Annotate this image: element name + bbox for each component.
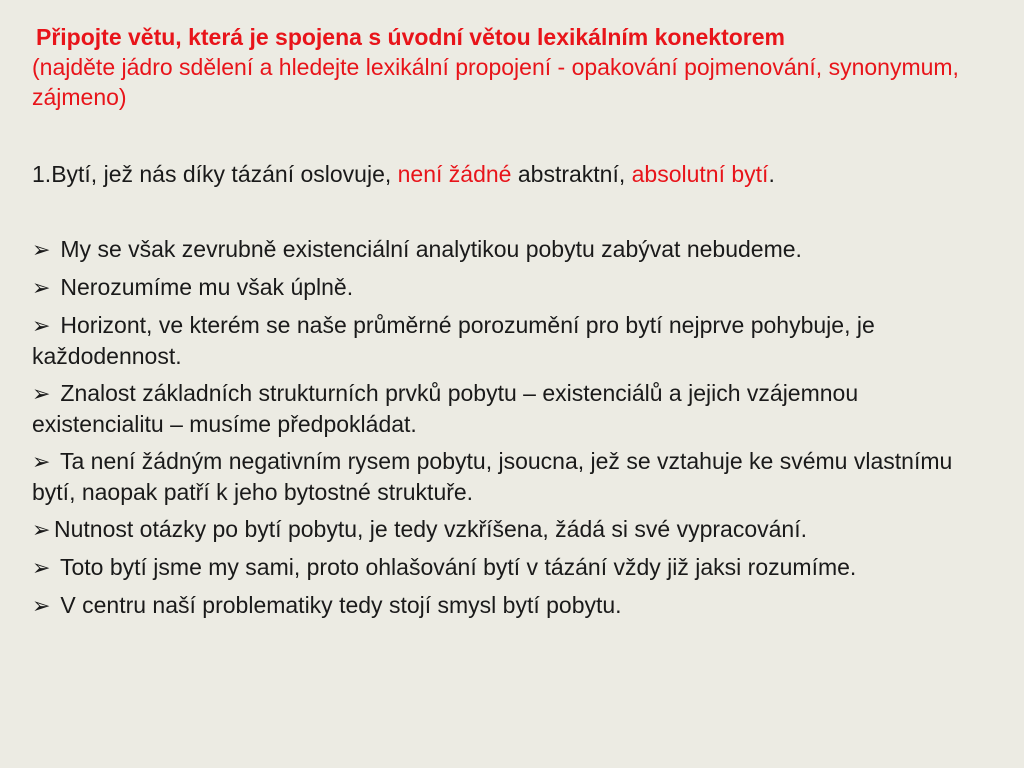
- task-instruction: [32, 22, 992, 112]
- example-sentence: [32, 159, 992, 189]
- example-highlight-2: absolutní bytí: [631, 161, 769, 187]
- arrow-bullet-icon: ➢: [32, 449, 51, 474]
- arrow-bullet-icon: ➢: [32, 313, 51, 338]
- example-number: 1.: [32, 161, 52, 187]
- task-heading: Připojte větu, která je spojena s úvodní větou lexikálním konektorem: [36, 24, 786, 50]
- example-text-3: .: [768, 161, 775, 187]
- option-list: [32, 234, 992, 628]
- option-item: [32, 310, 992, 371]
- option-text: Nerozumíme mu však úplně.: [54, 274, 354, 300]
- arrow-bullet-icon: ➢: [32, 555, 51, 580]
- arrow-bullet-icon: ➢: [32, 275, 51, 300]
- option-item: [32, 552, 992, 583]
- example-text-1: Bytí, jež nás díky tázání oslovuje,: [51, 161, 398, 187]
- option-text: My se však zevrubně existenciální analytikou pobytu zabývat nebudeme.: [54, 236, 802, 262]
- option-item: [32, 378, 992, 439]
- task-hint: (najděte jádro sdělení a hledejte lexikální propojení - opakování pojmenování, synonymum, zájmeno): [32, 54, 959, 110]
- example-highlight-1: není žádné: [397, 161, 512, 187]
- arrow-bullet-icon: ➢: [32, 593, 51, 618]
- option-text: Znalost základních strukturních prvků pobytu – existenciálů a jejich vzájemnou existencialitu – musíme předpokládat.: [32, 380, 859, 437]
- option-item: [32, 590, 992, 621]
- example-text-2: abstraktní,: [511, 161, 632, 187]
- option-item: [32, 272, 992, 303]
- option-text: V centru naší problematiky tedy stojí smysl bytí pobytu.: [54, 592, 622, 618]
- option-text: Toto bytí jsme my sami, proto ohlašování bytí v tázání vždy již jaksi rozumíme.: [54, 554, 857, 580]
- arrow-bullet-icon: ➢: [32, 381, 51, 406]
- option-text: Nutnost otázky po bytí pobytu, je tedy vzkříšena, žádá si své vypracování.: [54, 516, 807, 542]
- arrow-bullet-icon: ➢: [32, 237, 51, 262]
- option-text: Ta není žádným negativním rysem pobytu, jsoucna, jež se vztahuje ke svému vlastnímu bytí, naopak patří k jeho bytostné struktuře.: [32, 448, 953, 505]
- option-text: Horizont, ve kterém se naše průměrné porozumění pro bytí nejprve pohybuje, je každodennost.: [32, 312, 875, 369]
- option-item: [32, 234, 992, 265]
- option-item: [32, 446, 992, 507]
- option-item: [32, 514, 992, 545]
- arrow-bullet-icon: ➢: [32, 517, 51, 542]
